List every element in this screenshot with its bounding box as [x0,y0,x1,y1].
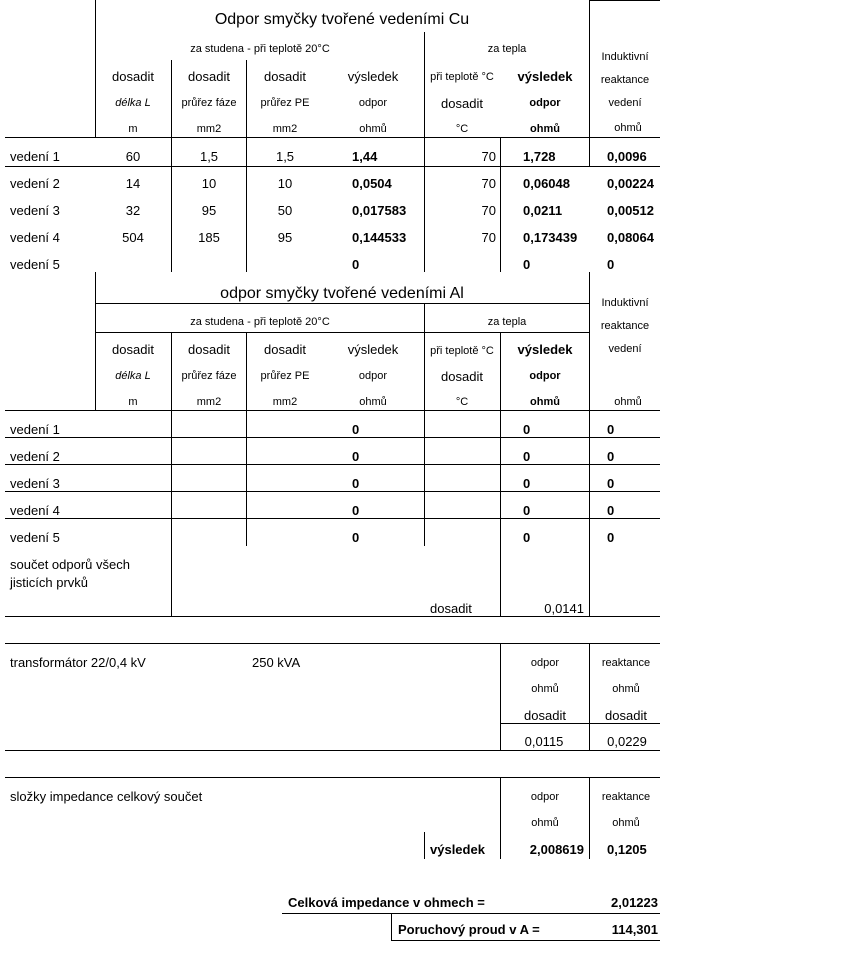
temp-cell[interactable]: 70 [481,203,496,218]
imp-react-h2: ohmů [612,817,640,829]
length-cell[interactable]: 14 [125,176,141,191]
cu-warm-h1: výsledek [517,69,573,84]
cu-warm-header: za tepla [487,43,527,55]
cu-react-h4: ohmů [614,122,642,134]
al-react-h3: vedení [608,343,642,355]
transformer-power: 250 kVA [252,655,301,670]
cu-react-h3: vedení [608,97,642,109]
react-cell: 0 [607,257,615,272]
row-label: vedení 1 [10,422,60,437]
al-warm-h1: výsledek [517,342,573,357]
al-length-h2: délka L [115,370,151,382]
tr-react-h1: reaktance [601,657,651,669]
fault-current-value: 114,301 [611,922,658,937]
length-cell[interactable]: 504 [122,230,144,245]
al-warm-h3: ohmů [530,396,560,408]
al-result-h3: ohmů [359,396,387,408]
al-pe-h3: mm2 [272,396,298,408]
al-warm-header: za tepla [487,316,527,328]
result-cell: 0 [352,476,360,491]
cu-temp-h1: při teplotě °C [430,71,494,83]
warm-cell: 0,06048 [523,176,570,191]
warm-cell: 0 [523,530,531,545]
result-cell: 0 [352,422,360,437]
result-cell: 0 [352,257,360,272]
cu-result-h1: výsledek [347,69,399,84]
al-length-h1: dosadit [112,342,154,357]
al-phase-h2: průřez fáze [181,370,237,382]
row-label: vedení 5 [10,530,60,545]
row-label: vedení 5 [10,257,60,272]
cu-cold-header: za studena - při teplotě 20°C [190,43,330,55]
temp-cell[interactable]: 70 [481,176,496,191]
result-cell: 1,44 [352,149,378,164]
row-label: vedení 3 [10,203,60,218]
length-cell[interactable]: 32 [125,203,141,218]
fault-current-label: Poruchový proud v A = [398,922,540,937]
breakers-input-label: dosadit [430,601,472,616]
impedance-res-value: 2,008619 [529,842,584,857]
result-cell: 0 [352,449,360,464]
warm-cell: 0 [523,257,531,272]
row-label: vedení 2 [10,176,60,191]
al-cold-header: za studena - při teplotě 20°C [190,316,330,328]
phase-cell[interactable]: 10 [201,176,217,191]
pe-cell[interactable]: 95 [277,230,293,245]
row-label: vedení 4 [10,503,60,518]
result-cell: 0 [352,530,360,545]
imp-res-h2: ohmů [531,817,559,829]
imp-react-h1: reaktance [601,791,651,803]
cu-pe-h1: dosadit [264,69,306,84]
tr-res-h2: ohmů [531,683,559,695]
al-pe-h1: dosadit [264,342,306,357]
al-result-h2: odpor [358,370,388,382]
temp-cell[interactable]: 70 [481,149,496,164]
cu-length-h1: dosadit [112,69,154,84]
length-cell[interactable]: 60 [125,149,141,164]
phase-cell[interactable]: 185 [198,230,220,245]
tr-react-h2: ohmů [612,683,640,695]
pe-cell[interactable]: 10 [277,176,293,191]
phase-cell[interactable]: 95 [201,203,217,218]
transformer-label: transformátor 22/0,4 kV [10,655,146,670]
result-cell: 0 [352,503,360,518]
al-result-h1: výsledek [347,342,399,357]
impedance-result-label: výsledek [430,842,485,857]
react-cell: 0 [607,449,615,464]
cu-react-h1: Induktivní [601,51,649,63]
al-react-h2: reaktance [600,320,650,332]
temp-cell[interactable]: 70 [481,230,496,245]
react-cell: 0 [607,422,615,437]
al-react-h4: ohmů [614,396,642,408]
al-temp-h3: °C [455,396,469,408]
warm-cell: 0,0211 [523,203,563,218]
result-cell: 0,017583 [352,203,407,218]
tr-res-value[interactable]: 0,0115 [524,734,564,749]
react-cell: 0,08064 [607,230,654,245]
impedance-react-value: 0,1205 [607,842,647,857]
pe-cell[interactable]: 1,5 [275,149,295,164]
tr-react-h3: dosadit [605,708,647,723]
imp-res-h1: odpor [530,791,560,803]
result-cell: 0,0504 [352,176,392,191]
al-pe-h2: průřez PE [260,370,310,382]
phase-cell[interactable]: 1,5 [199,149,219,164]
al-title: odpor smyčky tvořené vedeními Al [220,285,464,302]
breakers-value[interactable]: 0,0141 [544,601,584,616]
al-temp-h2: dosadit [441,369,483,384]
result-cell: 0,144533 [352,230,407,245]
tr-react-value[interactable]: 0,0229 [607,734,647,749]
react-cell: 0,00224 [607,176,654,191]
breakers-label-2: jisticích prvků [10,575,89,590]
warm-cell: 0 [523,476,531,491]
react-cell: 0 [607,530,615,545]
pe-cell[interactable]: 50 [277,203,293,218]
warm-cell: 0 [523,422,531,437]
total-impedance-label: Celková impedance v ohmech = [288,895,485,910]
cu-result-h2: odpor [358,97,388,109]
cu-phase-h3: mm2 [196,123,222,135]
cu-pe-h2: průřez PE [260,97,310,109]
al-react-h1: Induktivní [601,297,649,309]
cu-result-h3: ohmů [359,123,387,135]
cu-phase-h2: průřez fáze [181,97,237,109]
row-label: vedení 3 [10,476,60,491]
breakers-label-1: součet odporů všech [10,557,130,572]
warm-cell: 0 [523,503,531,518]
tr-res-h3: dosadit [524,708,566,723]
warm-cell: 0,173439 [523,230,578,245]
react-cell: 0 [607,503,615,518]
row-label: vedení 4 [10,230,60,245]
impedance-label: složky impedance celkový součet [10,789,203,804]
cu-length-h3: m [128,123,138,135]
warm-cell: 0 [523,449,531,464]
react-cell: 0 [607,476,615,491]
react-cell: 0,00512 [607,203,654,218]
cu-temp-h2: dosadit [441,96,483,111]
row-label: vedení 2 [10,449,60,464]
react-cell: 0,0096 [607,149,647,164]
cu-warm-h2: odpor [529,97,561,109]
cu-temp-h3: °C [455,123,469,135]
cu-pe-h3: mm2 [272,123,298,135]
al-length-h3: m [128,396,138,408]
cu-warm-h3: ohmů [530,123,560,135]
cu-length-h2: délka L [115,97,151,109]
row-label: vedení 1 [10,149,60,164]
al-warm-h2: odpor [529,370,561,382]
al-phase-h1: dosadit [188,342,230,357]
tr-res-h1: odpor [530,657,560,669]
warm-cell: 1,728 [523,149,556,164]
total-impedance-value: 2,01223 [611,895,658,910]
cu-phase-h1: dosadit [188,69,230,84]
al-phase-h3: mm2 [196,396,222,408]
cu-react-h2: reaktance [600,74,650,86]
al-temp-h1: při teplotě °C [430,345,494,357]
cu-title: Odpor smyčky tvořené vedeními Cu [214,11,470,28]
